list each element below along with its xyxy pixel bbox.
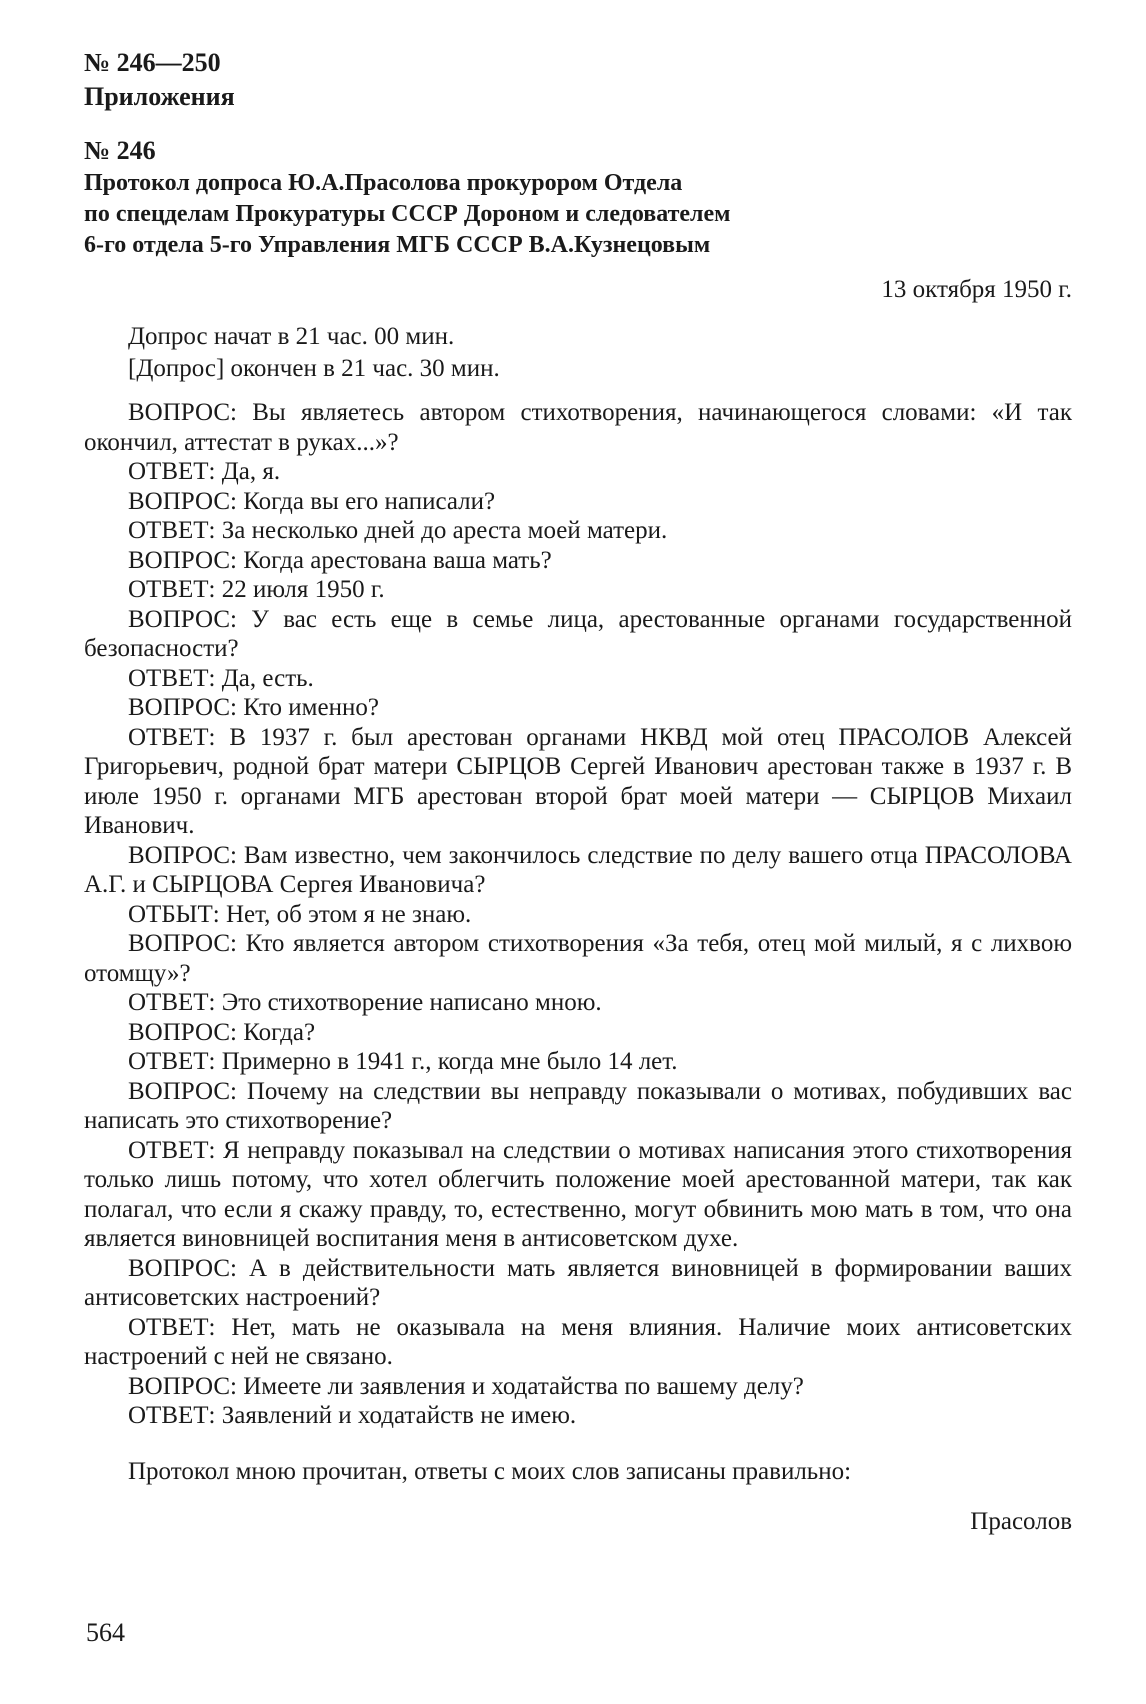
answer: ОТВЕТ: Это стихотворение написано мною. <box>128 989 602 1016</box>
question: ВОПРОС: Вам известно, чем закончилось следствие по делу вашего отца ПРАСОЛОВА А.Г. и СЫРЦОВА Сергея Ивановича? <box>84 841 1072 898</box>
document-number: № 246 <box>84 136 156 165</box>
time-start: Допрос начат в 21 час. 00 мин. <box>128 323 455 350</box>
answer: ОТВЕТ: Примерно в 1941 г., когда мне было 14 лет. <box>128 1048 678 1075</box>
title-line: 6-го отдела 5-го Управления МГБ СССР В.А.Кузнецовым <box>84 232 711 258</box>
question: ВОПРОС: Кто является автором стихотворения «За тебя, отец мой милый, я с лихвою отомщу»? <box>84 930 1072 987</box>
interrogation-times <box>84 321 1072 385</box>
title-line: Протокол допроса Ю.А.Прасолова прокурором Отдела <box>84 170 683 196</box>
closing-statement <box>84 1457 1072 1487</box>
page-number: 564 <box>86 1618 125 1647</box>
question: ВОПРОС: Почему на следствии вы неправду показывали о мотивах, побудивших вас написать это стихотворение? <box>84 1077 1072 1134</box>
answer: ОТВЕТ: Я неправду показывал на следствии о мотивах написания этого стихотворения только лишь потому, что хотел облегчить положение моей арестованной матери, так как полагал, что если я скажу правду, то, естественно, могут обвинить мою мать в том, что она является виновницей воспитания меня в антисоветском духе. <box>84 1136 1072 1252</box>
answer: ОТВЕТ: В 1937 г. был арестован органами НКВД мой отец ПРАСОЛОВ Алексей Григорьевич, родной брат матери СЫРЦОВ Сергей Иванович арестован также в 1937 г. В июле 1950 г. органами МГБ арестован второй брат моей матери — СЫРЦОВ Михаил Иванович. <box>84 723 1072 839</box>
answer: ОТВЕТ: Да, я. <box>128 458 281 485</box>
answer: ОТВЕТ: Нет, мать не оказывала на меня влияния. Наличие моих антисоветских настроений с ней не связано. <box>84 1313 1072 1370</box>
answer: ОТВЕТ: За несколько дней до ареста моей матери. <box>128 517 668 544</box>
question: ВОПРОС: Вы являетесь автором стихотворения, начинающегося словами: «И так окончил, аттестат в руках...»? <box>84 399 1072 456</box>
answer: ОТБЫТ: Нет, об этом я не знаю. <box>128 900 472 928</box>
question: ВОПРОС: Когда арестована ваша мать? <box>128 546 552 574</box>
title-line: по спецделам Прокуратуры СССР Дороном и следователем <box>84 201 731 227</box>
closing-text: Протокол мною прочитан, ответы с моих слов записаны правильно: <box>128 1457 852 1485</box>
document-range: № 246—250 <box>84 48 221 77</box>
interrogation-dialog <box>84 398 1072 1431</box>
question: ВОПРОС: Когда вы его написали? <box>128 487 496 515</box>
question: ВОПРОС: А в действительности мать является виновницей в формировании ваших антисоветских настроений? <box>84 1254 1072 1311</box>
section-label: Приложения <box>84 82 235 111</box>
document-page <box>84 46 1072 1538</box>
answer: ОТВЕТ: 22 июля 1950 г. <box>128 576 385 603</box>
signature: Прасолов <box>970 1508 1072 1535</box>
question: ВОПРОС: Когда? <box>128 1018 316 1046</box>
answer: ОТВЕТ: Да, есть. <box>128 664 314 692</box>
document-title <box>84 168 1072 261</box>
question: ВОПРОС: Имеете ли заявления и ходатайства по вашему делу? <box>128 1372 804 1400</box>
question: ВОПРОС: У вас есть еще в семье лица, арестованные органами государственной безопасности? <box>84 605 1072 662</box>
time-end: [Допрос] окончен в 21 час. 30 мин. <box>128 355 500 382</box>
document-date: 13 октября 1950 г. <box>881 276 1072 303</box>
question: ВОПРОС: Кто именно? <box>128 694 379 721</box>
answer: ОТВЕТ: Заявлений и ходатайств не имею. <box>128 1402 577 1429</box>
